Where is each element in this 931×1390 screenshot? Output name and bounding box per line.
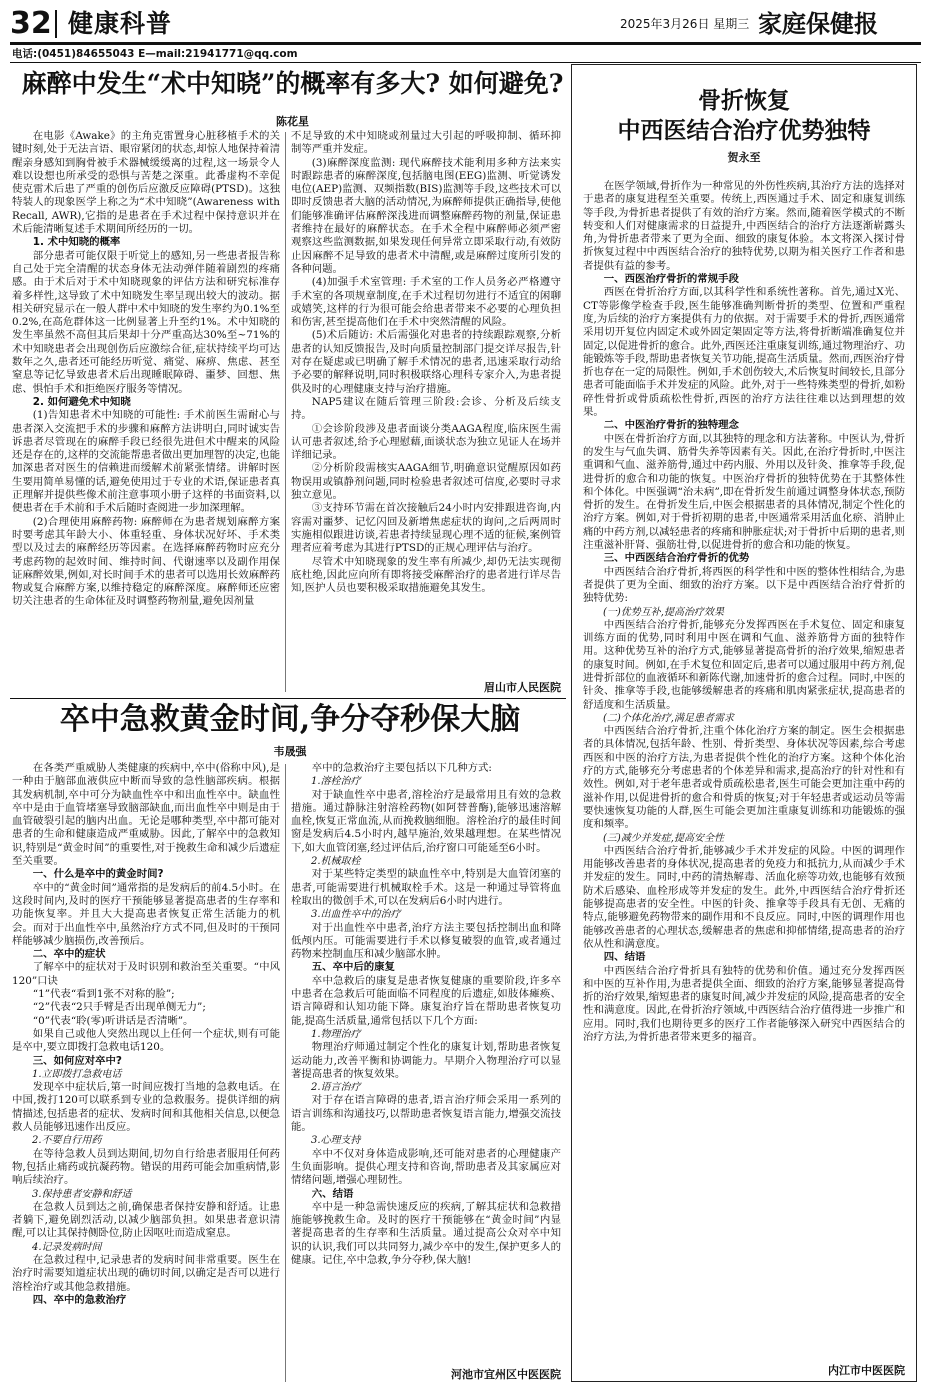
paragraph: 物理治疗师通过制定个性化的康复计划,帮助患者恢复运动能力,改善平衡和协调能力。早期介入物理治疗可以显著提高患者的恢复效果。 <box>291 1041 561 1080</box>
article1-title: 麻醉中发生“术中知晓”的概率有多大? 如何避免? <box>21 69 564 98</box>
paragraph: (5)术后随访: 术后需强化对患者的持续跟踪观察,分析患者的认知反馈报告,及时向质量控制部门提交详尽报告,针对存在疑虑或已明确了解手术情况的患者,迅速采取行动给予必要的解释说明,同时积极联络心理科专家介入,为患者提供及时的心理健康支持与治疗措施。 <box>291 329 561 395</box>
paragraph: 对于存在语言障碍的患者,语言治疗师会采用一系列的语言训练和沟通技巧,以帮助患者恢复语言能力,增强交流技能。 <box>291 1094 561 1134</box>
paragraph: 中西医结合治疗骨折具有独特的优势和价值。通过充分发挥西医和中医的互补作用,为患者提供全面、细致的治疗方案,能够显著提高骨折的治疗效果,缩短患者的康复时间,减少并发症的风险,提高患者的安全性和满意度。因此,在骨折治疗领域,中西医结合治疗值得进一步推广和应用。同时,我们也期待更多的医疗工作者能够深入研究中西医结合的治疗方法,为骨折患者带来更多的福音。 <box>583 964 905 1043</box>
subheading: 1. 术中知晓的概率 <box>32 236 121 249</box>
paragraph: 中西医结合治疗骨折,将西医的科学性和中医的整体性相结合,为患者提供了更为全面、细致的治疗方案。以下是中西医结合治疗骨折的独特优势: <box>583 565 905 605</box>
article2-title: 卒中急救黄金时间,争分夺秒保大脑 <box>59 702 521 737</box>
contact-rule <box>10 62 921 63</box>
paragraph: 对于某些特定类型的缺血性卒中,特别是大血管闭塞的患者,可能需要进行机械取栓手术。这是一种通过导管将血栓取出的微创手术,可以在发病后6小时内进行。 <box>291 868 561 907</box>
sub-subheading: 1.立即拨打急救电话 <box>32 1068 122 1080</box>
paragraph: 卒中是一种急需快速反应的疾病,了解其症状和急救措施能够挽救生命。及时的医疗干预能够在“黄金时间”内显著提高患者的生存率和生活质量。通过提高公众对卒中知识的认识,我们可以共同努力,减少卒中的发生,保护更多人的健康。记住,卒中急救,争分夺秒,保大脑! <box>291 1200 561 1266</box>
subheading: 三、如何应对卒中? <box>32 1054 122 1067</box>
paragraph: 卒中的“黄金时间”通常指的是发病后的前4.5小时。在这段时间内,及时的医疗干预能够显著提高患者的生存率和功能恢复率。并且大大提高患者恢复正常生活能力的机会。而对于出血性卒中,虽然治疗方式不同,但及时的干预同样能够减少脑损伤,改善预后。 <box>12 881 280 947</box>
paragraph: 在急救过程中,记录患者的发病时间非常重要。医生在治疗时需要知道症状出现的确切时间,以确定是否可以进行溶栓治疗或其他急救措施。 <box>12 1253 280 1293</box>
paragraph: 在急救人员到达之前,确保患者保持安静和舒适。让患者躺下,避免剧烈活动,以减少脑部负担。如果患者意识清醒,可以让其保持侧卧位,防止因呕吐而造成窒息。 <box>12 1200 280 1240</box>
paragraph: (2)合理使用麻醉药物: 麻醉师在为患者规划麻醉方案时要考虑其年龄大小、体重轻重、身体状况好坏、手术类型以及过去的麻醉经历等因素。在选择麻醉药物时应充分考虑药物的起效时间、维持时间、代谢速率以及副作用保证麻醉效果,例如,对长时间手术的患者可以选用长效麻醉药物或复合麻醉方案,以维持稳定的麻醉深度。麻醉师还应密切关注患者的生命体征及时调整药物剂量,避免因剂量 <box>12 515 280 608</box>
header-divider <box>55 10 57 38</box>
issue-date: 2025年3月26日 星期三 <box>620 17 750 31</box>
paragraph: (4)加强手术室管理: 手术室的工作人员务必严格遵守手术室的各项规章制度,在手术过程切勿进行不适宜的闲聊或嬉笑,这样的行为很可能会给患者带来不必要的心理负担和伤害,甚至提高他们在手术中突然清醒的风险。 <box>291 276 561 329</box>
sub-subheading: 3.心理支持 <box>311 1135 361 1147</box>
sub-subheading: 3.保持患者安静和舒适 <box>32 1188 132 1200</box>
sub-subheading: 1.物理治疗 <box>311 1028 361 1040</box>
sub-subheading: (三)减少并发症,提高安全性 <box>603 832 724 844</box>
article1-author: 陈花星 <box>276 115 309 128</box>
subheading: 四、结语 <box>603 951 646 964</box>
section-title: 健康科普 <box>68 9 173 38</box>
article3-title-line1: 骨折恢复 <box>698 87 790 114</box>
paragraph: ①会诊阶段涉及患者面谈分类AAGA程度,临床医生需认可患者叙述,给予心理慰藉,面谈状态为独立见证人在场并详细记录。 <box>291 422 561 462</box>
subheading: 一、西医治疗骨折的常规手段 <box>603 273 739 286</box>
paragraph: 不足导致的术中知晓或剂量过大引起的呼吸抑制、循环抑制等严重并发症。 <box>291 130 561 156</box>
contact-info: 电话:(0451)84655043 E—mail:21941771@qq.com <box>12 48 298 60</box>
article3-author: 贺永至 <box>727 151 761 164</box>
article2-col2 <box>291 762 561 1267</box>
sub-subheading: (二)个体化治疗,满足患者需求 <box>603 712 734 724</box>
article1-col1 <box>12 130 280 609</box>
sub-subheading: 3.出血性卒中的治疗 <box>311 909 401 921</box>
subheading: 二、中医治疗骨折的独特理念 <box>603 419 739 432</box>
article3-body <box>583 180 905 1044</box>
paragraph: 西医在骨折治疗方面,以其科学性和系统性著称。首先,通过X光、CT等影像学检查手段,医生能够准确判断骨折的类型、位置和严重程度,为后续的治疗方案提供有力的依据。对于需要手术的骨折,西医通常采用切开复位内固定术或外固定架固定等方法,将骨折断端准确复位并固定,以促进骨折的愈合。此外,西医还注重康复训练,通过物理治疗、功能锻炼等手段,帮助患者恢复关节功能,提高生活质量。然而,西医治疗骨折也存在一定的局限性。例如,手术创伤较大,术后恢复时间较长,且部分患者可能面临手术并发症的风险。此外,对于一些特殊类型的骨折,如粉碎性骨折或骨质疏松性骨折,西医的治疗方法往往难以达到理想的效果。 <box>583 286 905 419</box>
column-divider <box>285 132 286 692</box>
sub-subheading: 2.语言治疗 <box>311 1082 361 1094</box>
paragraph: 部分患者可能仅限于听觉上的感知,另一些患者报告称自己处于完全清醒的状态身体无法动弹伴随着剧烈的疼痛感。由于术后对于术中知晓现象的评估方法和研究标准存着多样性,这导致了术中知晓发生率呈现出较大的波动。据相关研究显示在一般人群中术中知晓的发生率约为0.1%至0.2%,在高危群体这一比例显著上升至约1%。术中知晓的发生率虽然不高但其后果却十分严重高达30%至~71%的术中知晓患者会出现创伤后应激综合征,症状持续平均可达数年之久,患者还可能经历听觉、痛觉、麻痹、焦虑、甚至窒息等记忆导致患者术后出现睡眠障碍、噩梦、回想、焦虑、惧怕手术和拒绝医疗服务等情况。 <box>12 249 280 395</box>
paragraph: ②分析阶段需核实AAGA细节,明确意识觉醒原因如药物误用或镇静剂问题,同时检验患者叙述可信度,必要时寻求独立意见。 <box>291 462 561 502</box>
paragraph: 在等待急救人员到达期间,切勿自行给患者服用任何药物,包括止痛药或抗凝药物。错误的用药可能会加重病情,影响后续治疗。 <box>12 1147 280 1187</box>
page-number: 32 <box>10 6 52 41</box>
paragraph: 了解卒中的症状对于及时识别和救治至关重要。“中风120”口诀 <box>12 961 280 987</box>
paragraph: 对于出血性卒中患者,治疗方法主要包括控制出血和降低颅内压。可能需要进行手术以修复破裂的血管,或者通过药物来控制血压和减少脑部水肿。 <box>291 921 561 961</box>
paragraph: 卒中急救后的康复是患者恢复健康的重要阶段,许多卒中患者在急救后可能面临不同程度的后遗症,如肢体瘫痪、语言障碍和认知功能下降。康复治疗旨在帮助患者恢复功能,提高生活质量,通常包括以下几个方面: <box>291 974 561 1027</box>
paragraph: 中西医结合治疗骨折,注重个体化治疗方案的制定。医生会根据患者的具体情况,包括年龄、性别、骨折类型、身体状况等因素,综合考虑西医和中医的治疗方法,为患者提供个性化的治疗方案。这种个体化治疗的方式,能够充分考虑患者的个体差异和需求,提高治疗的针对性和有效性。例如,对于老年患者或骨质疏松患者,医生可能会更加注重中药的滋补作用,以促进骨折的愈合和骨质的恢复;对于年轻患者或运动员等需要快速恢复功能的人群,医生可能会更加注重康复训练和功能锻炼的强度和频率。 <box>583 725 905 831</box>
sub-subheading: (一)优势互补,提高治疗效果 <box>603 606 724 618</box>
paragraph: 在电影《Awake》的主角克雷置身心脏移植手术的关键时刻,处于无法言语、眼帘紧闭的状态,却惊人地保持着清醒亲身感知到胸骨被手术器械缓缓离的过程,这一场景令人难以设想也所承受的恐惧与苦楚之深重。此番虚构不幸促使克雷术后患了严重的创伤后应激反应障碍(PTSD)。这独特装人的现象医学上称之为“术中知晓”(Awareness with Recall, AWR),它指的是患者在手术过程中保持意识并在术后能清晰复述手术期间所经历的一切。 <box>12 130 280 236</box>
article2-source: 河池市宜州区中医医院 <box>451 1368 561 1381</box>
paragraph: 尽管术中知晓现象的发生率有所减少,却仍无法实现彻底杜绝,因此应向所有即将接受麻醉治疗的患者进行详尽告知,医护人员也要积极采取措施避免其发生。 <box>291 555 561 595</box>
subheading: 四、卒中的急救治疗 <box>32 1293 127 1306</box>
paragraph: 卒中不仅对身体造成影响,还可能对患者的心理健康产生负面影响。提供心理支持和咨询,帮助患者及其家属应对情绪问题,增强心理韧性。 <box>291 1147 561 1187</box>
column-divider <box>285 764 286 1382</box>
paragraph: 在医学领域,骨折作为一种常见的外伤性疾病,其治疗方法的选择对于患者的康复进程至关重要。传统上,西医通过手术、固定和康复训练等手段,为骨折患者提供了有效的治疗方案。然而,随着医学模式的不断转变和人们对健康需求的日益提升,中西医结合的治疗方法逐渐崭露头角,为骨折患者带来了更为全面、细致的康复体验。本文将深入探讨骨折恢复过程中中西医结合治疗的独特优势,以期为相关医疗工作者和患者提供有益的参考。 <box>583 180 905 272</box>
sub-subheading: 1.溶栓治疗 <box>311 776 361 788</box>
article2-author: 韦晟强 <box>273 745 307 758</box>
paragraph: (1)告知患者术中知晓的可能性: 手术前医生需耐心与患者深入交流把手术的步骤和麻醉方法讲明白,同时诚实告诉患者尽管现在的麻醉手段已经很先进但术中醒来的风险还是存在的,这样的交流能帮患者做出更加理智的决定,也能加深患者对医生的信赖进而缓解术前紧张情绪。讲解时医生要用简单易懂的话,避免使用过于专业的术语,保证患者真正理解并提供些像术前注意事项小册子这样的书面资料,以便患者在手术前和手术后随时查阅进一步加深理解。 <box>12 409 280 515</box>
paragraph: (3)麻醉深度监测: 现代麻醉技术能利用多种方法来实时跟踪患者的麻醉深度,包括脑电图(EEG)监测、听觉诱发电位(AEP)监测、双频指数(BIS)监测等手段,这些技术可以即时反馈患者大脑的活动情况,为麻醉师提供正确指导,使他们能够准确评估麻醉深浅进而调整麻醉药物的剂量,保证患者维持在最好的麻醉状态。在手术全程中麻醉师必须严密观察这些监测数据,如果发现任何异常立即采取行动,有效防止因麻醉不足导致的患者术中清醒,或是麻醉过度所引发的各种问题。 <box>291 156 561 275</box>
paragraph: 中医在骨折治疗方面,以其独特的理念和方法著称。中医认为,骨折的发生与气血失调、筋骨失养等因素有关。因此,在治疗骨折时,中医注重调和气血、滋养筋骨,通过中药内服、外用以及针灸、推拿等手段,促进骨折的愈合和功能的恢复。中医治疗骨折的独特优势在于其整体性和个体化。中医强调“治未病”,即在骨折发生前通过调整身体状态,预防骨折的发生。在骨折发生后,中医会根据患者的具体情况,制定个性化的治疗方案。例如,对于骨折初期的患者,中医通常采用活血化瘀、消肿止痛的中药方剂,以减轻患者的疼痛和肿胀症状;对于骨折中后期的患者,则注重滋补肝肾、强筋壮骨,以促进骨折的愈合和功能的恢复。 <box>583 432 905 552</box>
paragraph: “1”代表“看到1张不对称的脸”; <box>32 988 175 1001</box>
subheading: 二、卒中的症状 <box>32 948 106 961</box>
paragraph: 在各类严重威胁人类健康的疾病中,卒中(俗称中风),是一种由于脑部血液供应中断而导致的急性脑部疾病。根据其发病机制,卒中可分为缺血性卒中和出血性卒中。缺血性卒中是由于血管堵塞导致脑部缺血,而出血性卒中则是由于血管破裂引起的脑内出血。无论是哪种类型,卒中都可能对患者的生命和健康造成严重威胁。因此,了解卒中的急救知识,特别是“黄金时间”的重要性,对于挽救生命和减少后遗症至关重要。 <box>12 762 280 868</box>
paragraph: “2”代表“2只手臂是否出现单侧无力”; <box>32 1001 206 1014</box>
header-rule <box>10 42 921 45</box>
article3-title-line2: 中西医结合治疗优势独特 <box>617 117 871 144</box>
paragraph: 发现卒中症状后,第一时间应拨打当地的急救电话。在中国,拨打120可以联系到专业的急救服务。提供详细的病情描述,包括患者的症状、发病时间和其他相关信息,以便急救人员能够迅速作出反应。 <box>12 1081 280 1134</box>
sub-subheading: 2.不要自行用药 <box>32 1135 102 1147</box>
newspaper-name: 家庭保健报 <box>758 9 878 38</box>
paragraph: “0”代表“聆(零)听讲话是否清晰”。 <box>32 1014 194 1027</box>
paragraph: NAP5建议在随后管理三阶段:会诊、分析及后续支持。 <box>291 395 561 422</box>
article1-source: 眉山市人民医院 <box>484 681 561 694</box>
subheading: 五、卒中后的康复 <box>311 961 395 974</box>
article3-source: 内江市中医医院 <box>828 1364 905 1377</box>
sub-subheading: 4.记录发病时间 <box>32 1241 102 1253</box>
paragraph: 卒中的急救治疗主要包括以下几种方式: <box>311 762 492 774</box>
article1-col2 <box>291 130 561 595</box>
paragraph: 中西医结合治疗骨折,能够充分发挥西医在手术复位、固定和康复训练方面的优势,同时利用中医在调和气血、滋养筋骨方面的独特作用。这种优势互补的治疗方式,能够显著提高骨折的治疗效果,缩短患者的康复时间。例如,在手术复位和固定后,患者可以通过服用中药方剂,促进骨折部位的血液循环和新陈代谢,加速骨折的愈合过程。同时,中医的针灸、推拿等手段,也能够缓解患者的疼痛和肌肉紧张症状,提高患者的舒适度和生活质量。 <box>583 618 905 711</box>
subheading: 三、中西医结合治疗骨折的优势 <box>603 552 750 565</box>
article-divider <box>10 698 566 699</box>
paragraph: 对于缺血性卒中患者,溶栓治疗是最常用且有效的急救措施。通过静脉注射溶栓药物(如阿替普酶),能够迅速溶解血栓,恢复正常血流,从而挽救脑细胞。溶栓治疗的最佳时间窗是发病后4.5小时内,越早施治,效果越理想。在某些情况下,如大血管闭塞,经过评估后,治疗窗口可能延至6小时。 <box>291 788 561 854</box>
paragraph: 如果自己或他人突然出现以上任何一个症状,则有可能是卒中,要立即拨打急救电话120。 <box>12 1027 280 1054</box>
paragraph: 中西医结合治疗骨折,能够减少手术并发症的风险。中医的调理作用能够改善患者的身体状况,提高患者的免疫力和抵抗力,从而减少手术并发症的发生。同时,中药的清热解毒、活血化瘀等功效,也能够有效预防术后感染、血栓形成等并发症的发生。此外,中西医结合治疗骨折还能够提高患者的安全性。中医的针灸、推拿等手段具有无创、无痛的特点,能够避免药物带来的副作用和不良反应。同时,中医的调理作用也能够改善患者的心理状态,缓解患者的焦虑和抑郁情绪,提高患者的治疗依从性和满意度。 <box>583 844 905 950</box>
subheading: 六、结语 <box>311 1187 354 1200</box>
paragraph: ③支持环节需在首次接触后24小时内安排跟进咨询,内容需对噩梦、记忆闪回及新增焦虑症状的询问,之后两周时实施相似跟进访谈,若患者持续显现心理不适的征候,案例管理者应着考虑为其进行PTSD的正规心理评估与治疗。 <box>291 502 561 555</box>
article2-col1 <box>12 762 280 1307</box>
sub-subheading: 2.机械取栓 <box>311 856 361 868</box>
subheading: 一、什么是卒中的黄金时间? <box>32 868 164 881</box>
subheading: 2. 如何避免术中知晓 <box>32 395 131 408</box>
